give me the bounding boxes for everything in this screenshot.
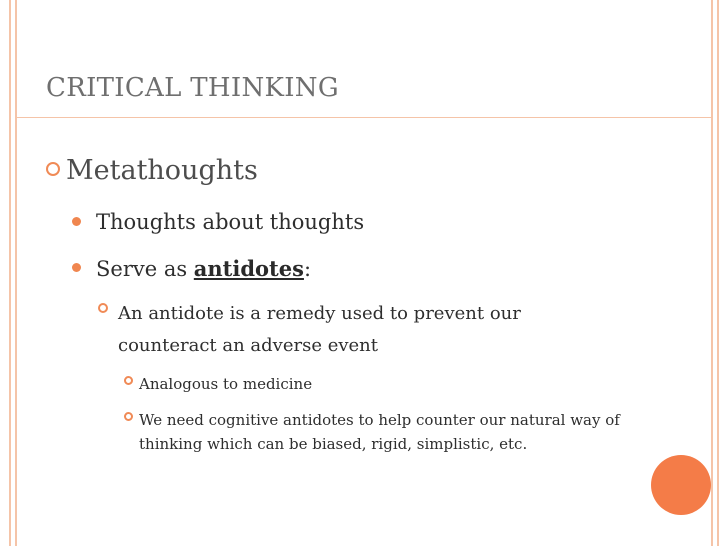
antidotes-keyword: antidotes [193, 256, 304, 281]
hollow-bullet-icon [98, 303, 108, 313]
colon-text: : [303, 257, 312, 281]
decorative-orange-circle [651, 455, 711, 515]
filled-bullet-icon [72, 217, 81, 226]
hollow-bullet-icon [124, 412, 133, 421]
hollow-bullet-icon [124, 376, 133, 385]
cognitive-antidotes-item-text: We need cognitive antidotes to help counter our natural way of thinking which can be biased, rigid, simplistic, etc. [139, 411, 620, 453]
antidote-definition-text: An antidote is a remedy used to prevent our counteract an adverse event [118, 303, 521, 356]
serve-as-text: Serve as [96, 257, 194, 281]
left-frame-border [9, 0, 17, 546]
title-divider [17, 117, 711, 118]
hollow-bullet-icon [46, 162, 60, 176]
slide-title: CRITICAL THINKING [46, 73, 339, 103]
right-frame-border [711, 0, 719, 546]
sub-bullet-antidotes-text [96, 256, 311, 281]
sub-bullet-thoughts-text: Thoughts about thoughts [96, 210, 365, 234]
analogy-item-text: Analogous to medicine [139, 375, 313, 393]
filled-bullet-icon [72, 263, 81, 272]
bullet-metathoughts-text: Metathoughts [66, 155, 258, 186]
